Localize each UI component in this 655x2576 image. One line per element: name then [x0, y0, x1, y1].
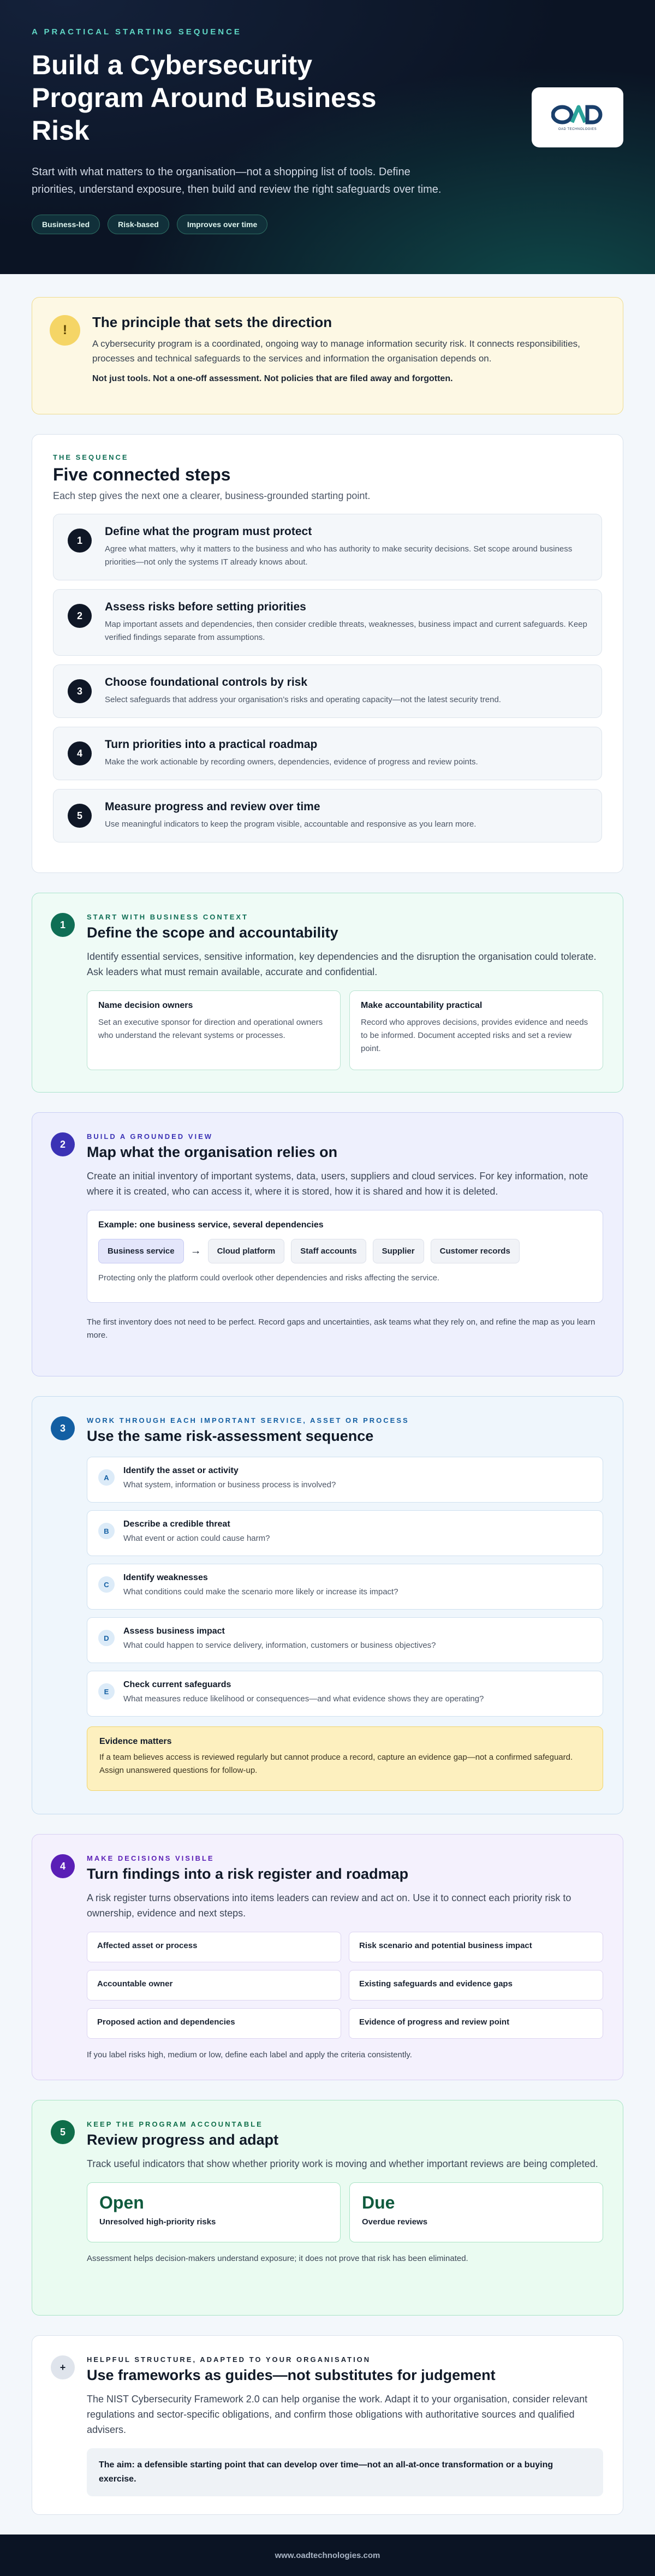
step-text: Use meaningful indicators to keep the program visible, accountable and responsive as you learn more.	[105, 820, 477, 829]
aim-callout: The aim: a defensible starting point that can develop over time—not an all-at-once transformation or a buying exercise.	[87, 2448, 603, 2496]
indicator-value: Open	[99, 2193, 144, 2212]
company-logo	[532, 87, 623, 147]
step-number: 5	[68, 804, 92, 828]
sequence-card	[32, 434, 623, 873]
assessment-item	[87, 1457, 603, 1503]
section-title: Use the same risk-assessment sequence	[87, 1428, 374, 1444]
section-lead: Identify essential services, sensitive information, key dependencies and the disruption the organisation could tolerate. Ask leaders what must remain available, accurate and confidential.	[87, 951, 597, 977]
step-title: Measure progress and review over time	[105, 800, 320, 813]
section-eyebrow: BUILD A GROUNDED VIEW	[87, 1132, 213, 1141]
dependency-chips	[98, 1239, 592, 1263]
principle-card	[32, 297, 623, 414]
item-title: Identify weaknesses	[123, 1573, 208, 1582]
step-number: 3	[68, 679, 92, 703]
register-field: Existing safeguards and evidence gaps	[349, 1970, 603, 2001]
principle-text: A cybersecurity program is a coordinated, ongoing way to manage information security risk. It connects responsibilities, processes and technical safeguards to the services and information the organisation depends on.	[92, 339, 580, 364]
section-title: Map what the organisation relies on	[87, 1144, 338, 1160]
section-lead: Track useful indicators that show whether priority work is moving and whether important reviews are being completed.	[87, 2158, 598, 2169]
register-field: Affected asset or process	[87, 1932, 341, 1962]
evidence-title: Evidence matters	[99, 1737, 172, 1746]
dependency-chip: Customer records	[431, 1239, 520, 1263]
section-note: The first inventory does not need to be perfect. Record gaps and uncertainties, ask teams what they rely on, and refine the map as you learn more.	[87, 1317, 596, 1340]
principle-emphasis: Not just tools. Not a one-off assessment. Not policies that are filed away and forgotten.	[92, 374, 453, 383]
dependency-chip: Cloud platform	[208, 1239, 285, 1263]
assessment-item	[87, 1617, 603, 1663]
item-letter: B	[98, 1523, 115, 1539]
step-number: 4	[68, 741, 92, 765]
item-letter: D	[98, 1630, 115, 1646]
step-title: Assess risks before setting priorities	[105, 601, 306, 613]
step-text: Agree what matters, why it matters to the business and who has authority to make security decisions. Set scope around business priorities—not only the systems IT already knows about.	[105, 544, 573, 567]
step-text: Select safeguards that address your organisation’s risks and operating capacity—not the latest security trend.	[105, 695, 501, 704]
pill-improves: Improves over time	[177, 215, 267, 234]
section-title: Use frameworks as guides—not substitutes for judgement	[87, 2367, 496, 2383]
section-eyebrow: WORK THROUGH EACH IMPORTANT SERVICE, ASSET OR PROCESS	[87, 1416, 409, 1424]
item-text: What system, information or business process is involved?	[123, 1480, 336, 1489]
plus-icon: +	[51, 2355, 75, 2379]
main-content	[0, 274, 655, 2515]
section-note: If you label risks high, medium or low, define each label and apply the criteria consistently.	[87, 2050, 412, 2059]
item-text: What measures reduce likelihood or consequences—and what evidence shows they are operating?	[123, 1694, 484, 1704]
arrow-right-icon: →	[190, 1245, 201, 1257]
item-letter: E	[98, 1683, 115, 1700]
logo-subtitle: OAD TECHNOLOGIES	[558, 128, 597, 131]
evidence-text: If a team believes access is reviewed regularly but cannot produce a record, capture an evidence gap—not a confirmed safeguard. Assign unanswered questions for follow-up.	[99, 1753, 573, 1775]
step-title: Choose foundational controls by risk	[105, 676, 308, 688]
step-title: Define what the program must protect	[105, 525, 312, 538]
section-eyebrow: START WITH BUSINESS CONTEXT	[87, 913, 248, 921]
register-fields	[87, 1932, 603, 2039]
section-map	[32, 1112, 623, 1376]
indicator-label: Overdue reviews	[362, 2217, 428, 2227]
step-text: Map important assets and dependencies, then consider credible threats, weaknesses, business impact and current safeguards. Keep verified findings separate from assumptions.	[105, 620, 587, 642]
sequence-eyebrow: THE SEQUENCE	[53, 453, 129, 461]
section-eyebrow: MAKE DECISIONS VISIBLE	[87, 1854, 215, 1862]
accountability-cards	[87, 990, 603, 1070]
section-risk-assessment	[32, 1396, 623, 1814]
logo-mark-icon	[551, 104, 604, 126]
step-item	[53, 789, 602, 842]
section-register	[32, 1834, 623, 2080]
section-number: 4	[51, 1854, 75, 1878]
alert-icon: !	[50, 315, 80, 346]
example-box	[87, 1210, 603, 1303]
item-title: Identify the asset or activity	[123, 1466, 239, 1475]
section-scope	[32, 893, 623, 1093]
register-field: Accountable owner	[87, 1970, 341, 2001]
step-item	[53, 589, 602, 656]
section-eyebrow: HELPFUL STRUCTURE, ADAPTED TO YOUR ORGANISATION	[87, 2355, 371, 2364]
step-item	[53, 514, 602, 580]
indicator-value: Due	[362, 2193, 395, 2212]
section-title: Review progress and adapt	[87, 2132, 279, 2148]
info-card-text: Record who approves decisions, provides evidence and needs to be informed. Document accepted risks and set a review point.	[361, 1018, 588, 1053]
example-note: Protecting only the platform could overlook other dependencies and risks affecting the service.	[98, 1273, 440, 1283]
evidence-callout	[87, 1726, 603, 1791]
step-text: Make the work actionable by recording owners, dependencies, evidence of progress and review points.	[105, 757, 478, 767]
section-number: 1	[51, 913, 75, 937]
hero-kicker: A PRACTICAL STARTING SEQUENCE	[32, 27, 242, 37]
sequence-title: Five connected steps	[53, 465, 231, 484]
item-text: What could happen to service delivery, information, customers or business objectives?	[123, 1641, 436, 1650]
section-frameworks	[32, 2335, 623, 2515]
pill-risk-based: Risk-based	[108, 215, 169, 234]
indicator-card	[87, 2182, 341, 2242]
item-title: Check current safeguards	[123, 1680, 231, 1689]
section-note: Assessment helps decision-makers understand exposure; it does not prove that risk has been eliminated.	[87, 2254, 468, 2263]
section-lead: Create an initial inventory of important systems, data, users, suppliers and cloud services. For key information, note where it is created, who can access it, where it is stored, how it is shared and how it is deleted.	[87, 1171, 588, 1197]
assessment-item	[87, 1564, 603, 1610]
dependency-chip: Business service	[98, 1239, 184, 1263]
step-number: 2	[68, 604, 92, 628]
assessment-item	[87, 1510, 603, 1556]
info-card	[87, 990, 341, 1070]
hero	[0, 0, 655, 274]
section-number: 2	[51, 1132, 75, 1156]
info-card	[349, 990, 603, 1070]
dependency-chip: Supplier	[373, 1239, 424, 1263]
example-title: Example: one business service, several dependencies	[98, 1220, 324, 1230]
item-text: What event or action could cause harm?	[123, 1534, 270, 1543]
section-number: 3	[51, 1416, 75, 1440]
info-card-title: Name decision owners	[98, 1001, 193, 1010]
info-card-title: Make accountability practical	[361, 1001, 483, 1010]
indicator-card	[349, 2182, 603, 2242]
step-item	[53, 664, 602, 718]
indicator-cards	[87, 2182, 603, 2242]
step-number: 1	[68, 529, 92, 553]
section-title: Turn findings into a risk register and roadmap	[87, 1866, 409, 1882]
footer-website-link[interactable]: www.oadtechnologies.com	[275, 2550, 380, 2560]
item-title: Describe a credible threat	[123, 1520, 230, 1529]
section-title: Define the scope and accountability	[87, 924, 338, 941]
step-title: Turn priorities into a practical roadmap	[105, 738, 318, 751]
section-number: 5	[51, 2120, 75, 2144]
hero-lead: Start with what matters to the organisation—not a shopping list of tools. Define priorities, understand exposure, then build and review the right safeguards over time.	[32, 166, 442, 195]
pill-business-led: Business-led	[32, 215, 100, 234]
dependency-chip: Staff accounts	[291, 1239, 366, 1263]
assessment-item	[87, 1671, 603, 1717]
principle-title: The principle that sets the direction	[92, 314, 332, 330]
item-title: Assess business impact	[123, 1627, 225, 1636]
indicator-label: Unresolved high-priority risks	[99, 2217, 216, 2227]
step-item	[53, 727, 602, 780]
page-title: Build a Cybersecurity Program Around Business Risk	[32, 50, 377, 146]
section-eyebrow: KEEP THE PROGRAM ACCOUNTABLE	[87, 2120, 263, 2128]
info-card-text: Set an executive sponsor for direction and operational owners who understand the relevant systems or processes.	[98, 1018, 323, 1040]
section-review	[32, 2100, 623, 2316]
section-lead: A risk register turns observations into items leaders can review and act on. Use it to connect each priority risk to ownership, evidence and next steps.	[87, 1892, 571, 1919]
item-letter: A	[98, 1469, 115, 1486]
sequence-intro: Each step gives the next one a clearer, business-grounded starting point.	[53, 490, 371, 501]
item-letter: C	[98, 1576, 115, 1593]
hero-pills	[32, 215, 623, 234]
register-field: Evidence of progress and review point	[349, 2008, 603, 2039]
register-field: Risk scenario and potential business impact	[349, 1932, 603, 1962]
register-field: Proposed action and dependencies	[87, 2008, 341, 2039]
section-lead: The NIST Cybersecurity Framework 2.0 can help organise the work. Adapt it to your organisation, consider relevant regulations and sector-specific obligations, and confirm those obligations with authoritative sources and qualified advisers.	[87, 2394, 588, 2435]
item-text: What conditions could make the scenario more likely or increase its impact?	[123, 1587, 398, 1596]
footer	[0, 2535, 655, 2576]
